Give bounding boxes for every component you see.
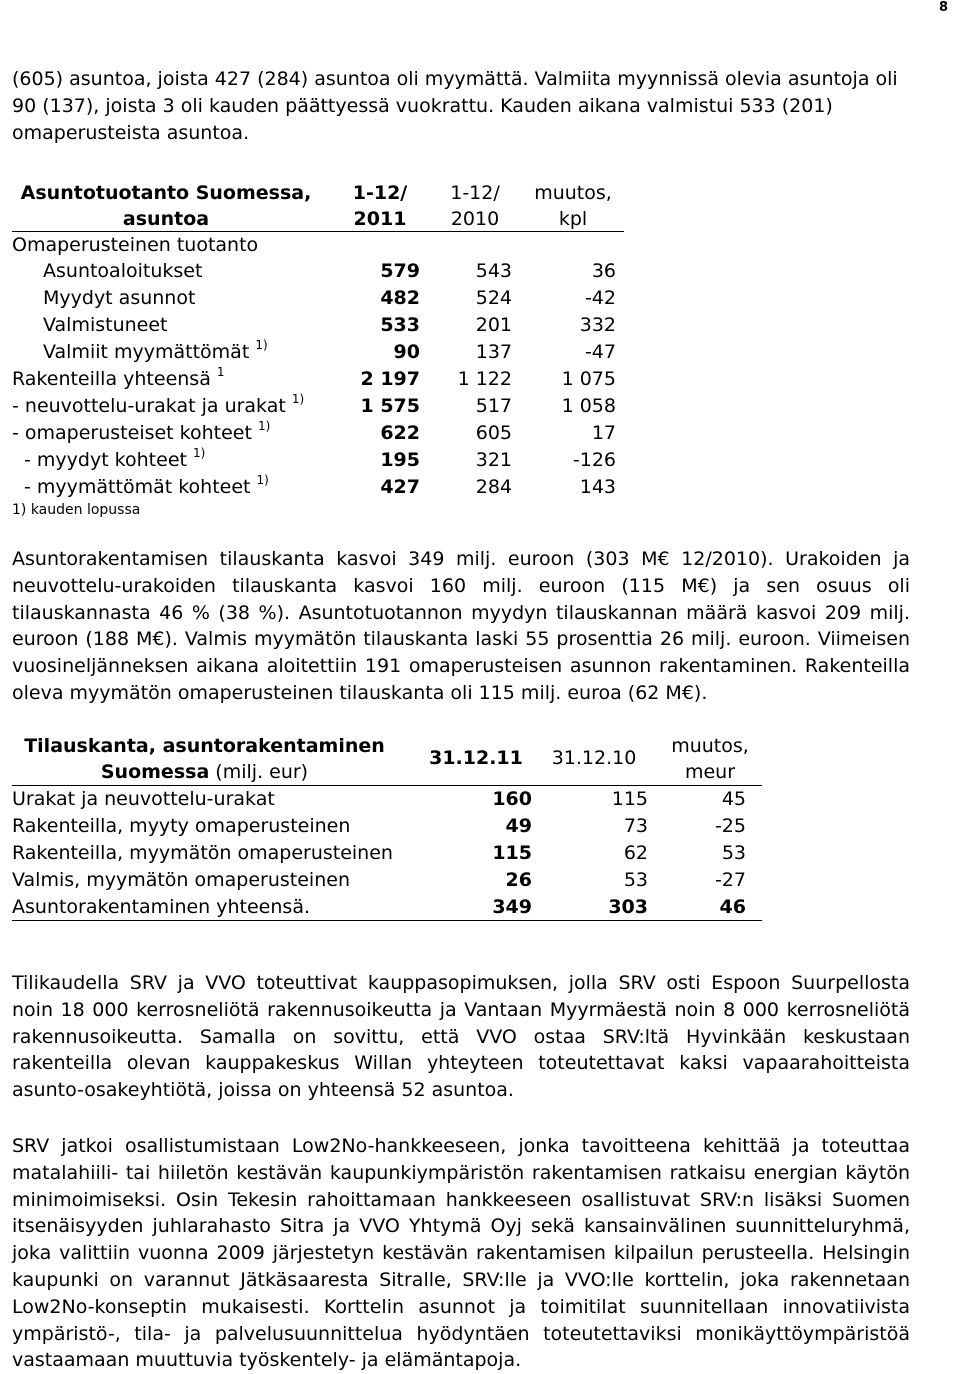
value-2010: 62	[623, 842, 648, 864]
value-change: 1 058	[561, 395, 616, 417]
value-2010: 201	[475, 314, 512, 336]
low2no-paragraph: SRV jatkoi osallistumistaan Low2No-hankkeeseen, jonka tavoitteena kehittää ja toteuttaa matalahiili- tai hiiletön kestävän kaupunkiympäristön rakentamisen ratkaisu energian käytön minimoimiseksi. Osin Tekesin rahoittamaan hankkeeseen osallistuvat SRV:n lisäksi Suomen itsenäisyyden juhlarahasto Sitra ja VVO Yhtymä Oyj sekä kansainvälinen suunnitteluryhmä, joka valittiin vuonna 2009 järjestetyn kestävän rakentamisen kilpailun perusteella. Helsingin kaupunki on varannut Jätkäsaaresta Sitralle, SRV:lle ja VVO:lle korttelin, joka rakennetaan Low2No-konseptin mukaisesti. Korttelin asunnot ja toimitilat suunnitellaan innovatiivista ympäristö-, tila- ja palvelusuunnittelua hyödyntäen toteutettaviksi monikäyttöympäristöä vastaamaan muuttuvia työskentely- ja elämäntapoja.	[12, 1135, 910, 1372]
value-2010: 605	[475, 422, 512, 444]
value-2010: 115	[611, 788, 648, 810]
row-label: Rakenteilla, myymätön omaperusteinen	[12, 842, 393, 864]
value-2011: 195	[380, 449, 420, 471]
value-change: -25	[714, 815, 746, 837]
backlog-paragraph: Asuntorakentamisen tilauskanta kasvoi 349 milj. euroon (303 M€ 12/2010). Urakoiden ja neuvottelu-urakoiden tilauskanta kasvoi 160 milj. euroon (115 M€) ja sen osuus oli tilauskannasta 46 % (38 %). Asuntotuotannon myydyn tilauskannan määrä kasvoi 209 milj. euroon (188 M€). Valmis myymätön tilauskanta laski 55 prosenttia 26 milj. euroon. Viimeisen vuosineljänneksen aikana aloitettiin 191 omaperusteisen asunnon rakentaminen. Rakenteilla oleva myymätön omaperusteinen tilauskanta oli 115 milj. euroa (62 M€).	[12, 548, 910, 704]
table2-col-change: muutos, meur	[671, 735, 749, 783]
value-2010: 517	[475, 395, 512, 417]
row-label: Valmiit myymättömät $^{1)}$	[43, 337, 268, 363]
row-label: Rakenteilla yhteensä $^1$	[12, 364, 225, 390]
row-label: Asuntoaloitukset	[43, 260, 203, 282]
value-2010: 321	[475, 449, 512, 471]
value-2010: 303	[608, 896, 648, 918]
row-label: Valmis, myymätön omaperusteinen	[12, 869, 350, 891]
value-change: 45	[721, 788, 746, 810]
value-2011: 622	[380, 422, 420, 444]
value-2010: 524	[475, 287, 512, 309]
table2-col-2011: 31.12.11	[429, 747, 523, 769]
value-2011: 26	[505, 869, 532, 891]
value-change: 36	[591, 260, 616, 282]
table1-title: Asuntotuotanto Suomessa, asuntoa	[20, 182, 312, 230]
value-2011: 349	[492, 896, 532, 918]
value-change: 143	[579, 476, 616, 498]
value-change: 332	[579, 314, 616, 336]
value-change: -47	[584, 341, 616, 363]
table1-col-2010: 1-12/ 2010	[450, 182, 500, 230]
value-2011: 2 197	[360, 368, 420, 390]
table1-col-2011: 1-12/ 2011	[352, 182, 408, 230]
value-2011: 1 575	[360, 395, 420, 417]
value-2010: 53	[623, 869, 648, 891]
value-2011: 427	[380, 476, 420, 498]
value-change: -27	[714, 869, 746, 891]
value-2011: 533	[380, 314, 420, 336]
row-label: Asuntorakentaminen yhteensä.	[12, 896, 310, 918]
value-2010: 543	[475, 260, 512, 282]
page-number: 8	[938, 0, 948, 15]
table2-col-2010: 31.12.10	[551, 747, 637, 769]
value-2011: 482	[380, 287, 420, 309]
value-change: 17	[591, 422, 616, 444]
value-change: -126	[572, 449, 616, 471]
value-2011: 115	[492, 842, 532, 864]
value-2011: 579	[380, 260, 420, 282]
table1-section-label: Omaperusteinen tuotanto	[12, 234, 259, 256]
row-label: Urakat ja neuvottelu-urakat	[12, 788, 275, 810]
value-2010: 73	[623, 815, 648, 837]
row-label: Rakenteilla, myyty omaperusteinen	[12, 815, 351, 837]
value-change: -42	[584, 287, 616, 309]
value-2010: 137	[475, 341, 512, 363]
intro-paragraph: (605) asuntoa, joista 427 (284) asuntoa oli myymättä. Valmiita myynnissä olevia asuntoja oli 90 (137), joista 3 oli kauden päättyessä vuokrattu. Kauden aikana valmistui 533 (201) omaperusteista asuntoa.	[12, 68, 898, 144]
value-change: 53	[721, 842, 746, 864]
deals-paragraph: Tilikaudella SRV ja VVO toteuttivat kauppasopimuksen, jolla SRV osti Espoon Suurpellosta noin 18 000 kerrosneliötä rakennusoikeutta ja Vantaan Myyrmäestä noin 8 000 kerrosneliötä rakennusoikeutta. Samalla on sovittu, että VVO ostaa SRV:ltä Hyvinkään keskustaan rakenteilla olevan kauppakeskus Willan yhteyteen toteutettavat kaksi vapaarahoitteista asunto-osakeyhtiötä, joissa on yhteensä 52 asuntoa.	[12, 972, 910, 1102]
row-label: - neuvottelu-urakat ja urakat $^{1)}$	[12, 391, 305, 417]
value-2011: 90	[393, 341, 420, 363]
table1-col-change: muutos, kpl	[534, 182, 612, 230]
value-change: 46	[719, 896, 746, 918]
table2-footer-rule	[12, 920, 762, 921]
row-label: - myydyt kohteet $^{1)}$	[24, 445, 206, 471]
value-2010: 1 122	[457, 368, 512, 390]
value-2011: 160	[492, 788, 532, 810]
value-2011: 49	[505, 815, 532, 837]
value-change: 1 075	[561, 368, 616, 390]
table1-footnote: 1) kauden lopussa	[12, 502, 141, 518]
row-label: Myydyt asunnot	[43, 287, 196, 309]
table2-title: Tilauskanta, asuntorakentaminen Suomessa (milj. eur)	[24, 735, 385, 783]
row-label: - myymättömät kohteet $^{1)}$	[24, 472, 269, 498]
row-label: Valmistuneet	[43, 314, 168, 336]
row-label: - omaperusteiset kohteet $^{1)}$	[12, 418, 271, 444]
value-2010: 284	[475, 476, 512, 498]
